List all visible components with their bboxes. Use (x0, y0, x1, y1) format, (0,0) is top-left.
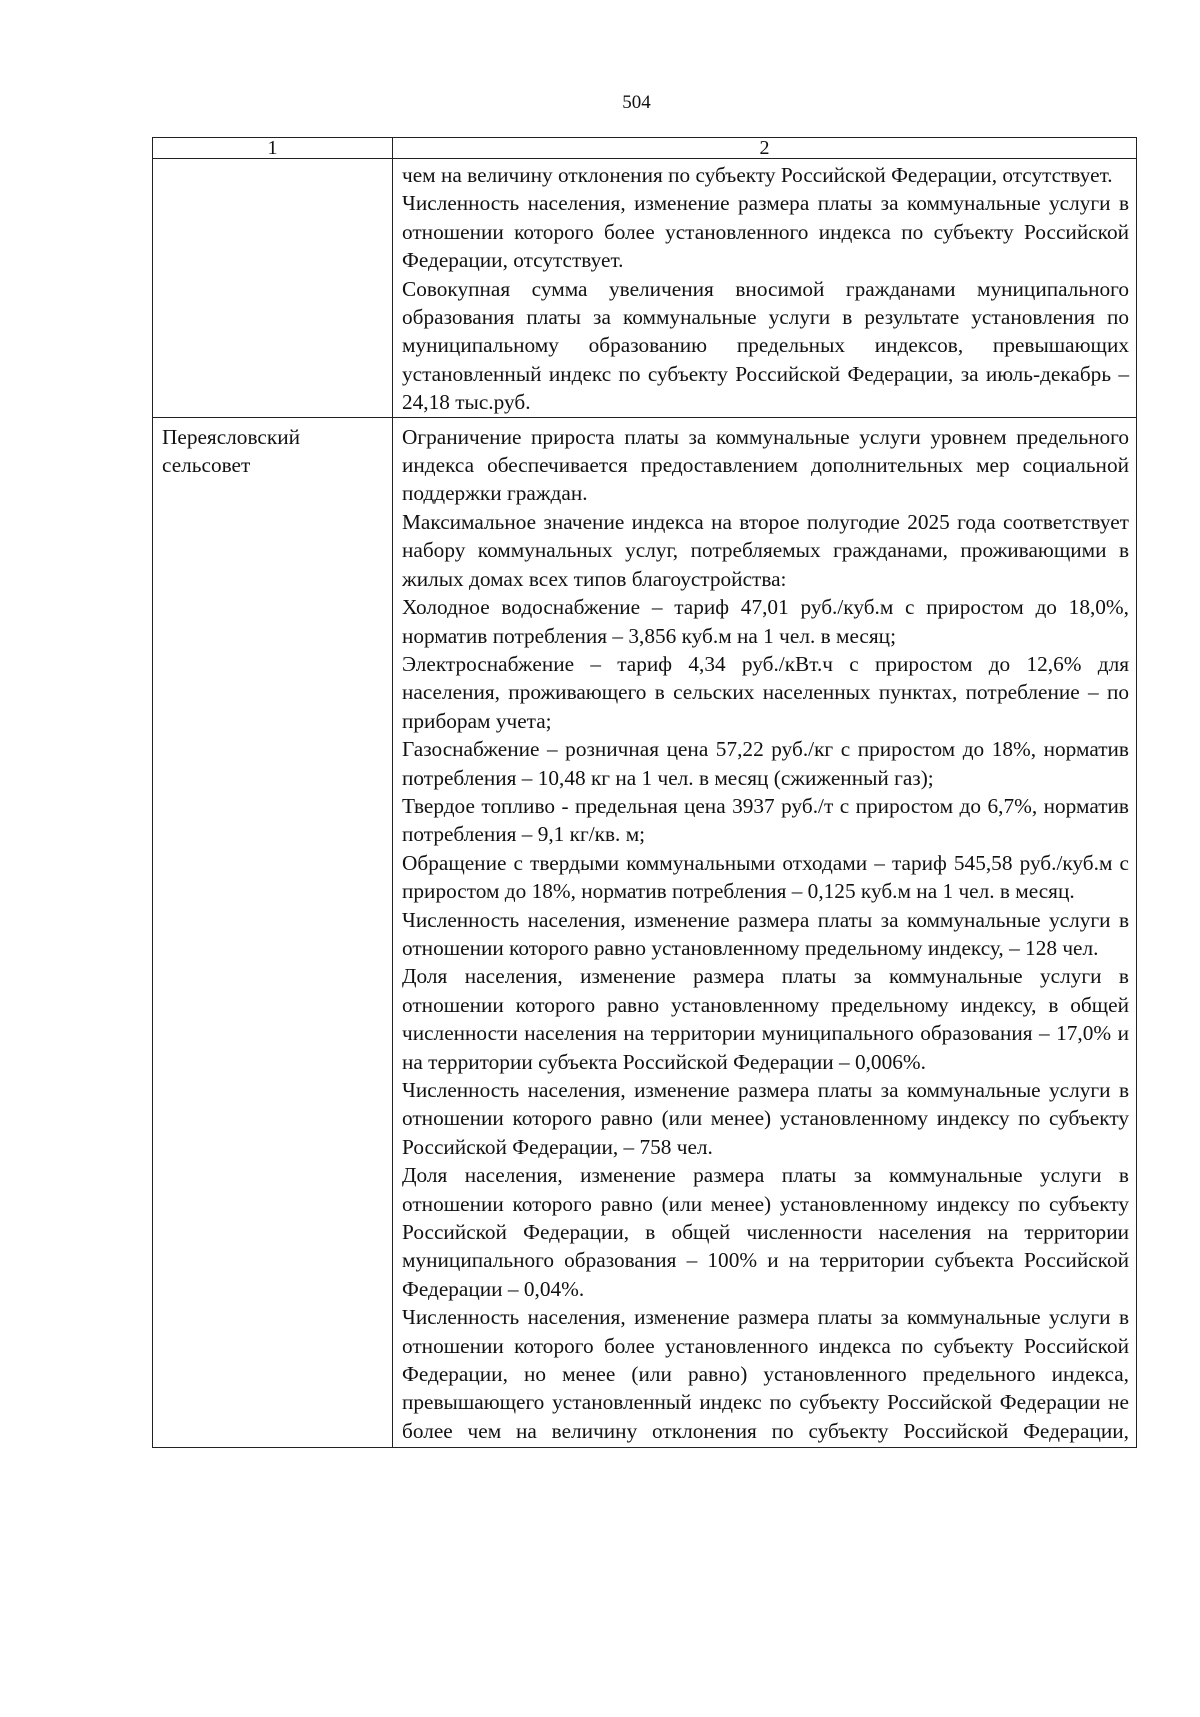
municipality-cell (153, 159, 393, 418)
paragraph: Численность населения, изменение размера платы за коммунальные услуги в отношении которого равно установленному предельному индексу, – 128 чел. (402, 907, 1129, 960)
paragraph: Твердое топливо - предельная цена 3937 руб./т с приростом до 6,7%, норматив потребления – 9,1 кг/кв. м; (402, 793, 1129, 847)
paragraph: Обращение с твердыми коммунальными отходами – тариф 545,58 руб./куб.м с приростом до 18%, норматив потребления – 0,125 куб.м на 1 чел. в месяц. (402, 850, 1129, 904)
table-row (153, 159, 1137, 418)
municipality-cell (153, 417, 393, 1448)
paragraph: Численность населения, изменение размера платы за коммунальные услуги в отношении которого равно (или менее) установленному индексу по субъекту Российской Федерации, – 758 чел. (402, 1078, 1129, 1159)
paragraph: Газоснабжение – розничная цена 57,22 руб./кг с приростом до 18%, норматив потребления – 10,48 кг на 1 чел. в месяц (сжиженный газ); (402, 737, 1129, 790)
municipality-name (153, 159, 392, 164)
paragraph: Ограничение прироста платы за коммунальные услуги уровнем предельного индекса обеспечивается предоставлением дополнительных мер социальной поддержки граждан. (402, 424, 1129, 506)
table-header-row (153, 138, 1137, 159)
paragraph: чем на величину отклонения по субъекту Российской Федерации, отсутствует. (402, 163, 1113, 187)
column-header-2: 2 (393, 138, 1137, 159)
page-number: 504 (622, 92, 651, 113)
table-row (153, 417, 1137, 1448)
description-cell (393, 159, 1137, 418)
column-header-1: 1 (153, 138, 393, 159)
description-cell (393, 417, 1137, 1448)
municipality-name: Переясловский сельсовет (162, 424, 300, 478)
paragraph: Максимальное значение индекса на второе полугодие 2025 года соответствует набору коммунальных услуг, потребляемых гражданами, проживающими в жилых домах всех типов благоустройства: (402, 509, 1129, 591)
paragraph: Численность населения, изменение размера платы за коммунальные услуги в отношении которого более установленного индекса по субъекту Российской Федерации, но менее (или равно) установленного предельного индекса, превышающего установленный индекс по субъекту Российской Федерации не более чем на величину отклонения по субъекту Российской Федерации, (402, 1305, 1129, 1443)
paragraph: Численность населения, изменение размера платы за коммунальные услуги в отношении которого более установленного индекса по субъекту Российской Федерации, отсутствует. (402, 191, 1129, 273)
paragraph: Электроснабжение – тариф 4,34 руб./кВт.ч с приростом до 12,6% для населения, проживающего в сельских населенных пунктах, потребление – по приборам учета; (402, 651, 1129, 733)
document-table (152, 137, 1137, 1448)
paragraph: Доля населения, изменение размера платы за коммунальные услуги в отношении которого равно (или менее) установленному индексу по субъекту Российской Федерации, в общей численности населения на территории муниципального образования – 100% и на территории субъекта Российской Федерации – 0,04%. (402, 1163, 1129, 1301)
paragraph: Доля населения, изменение размера платы за коммунальные услуги в отношении которого равно установленному предельному индексу, в общей численности населения на территории муниципального образования – 17,0% и на территории субъекта Российской Федерации – 0,006%. (402, 964, 1129, 1074)
paragraph: Совокупная сумма увеличения вносимой гражданами муниципального образования платы за коммунальные услуги в результате установления по муниципальному образованию предельных индексов, превышающих установленный индекс по субъекту Российской Федерации, за июль-декабрь – 24,18 тыс.руб. (402, 276, 1129, 415)
paragraph: Холодное водоснабжение – тариф 47,01 руб./куб.м с приростом до 18,0%, норматив потребления – 3,856 куб.м на 1 чел. в месяц; (402, 595, 1129, 648)
